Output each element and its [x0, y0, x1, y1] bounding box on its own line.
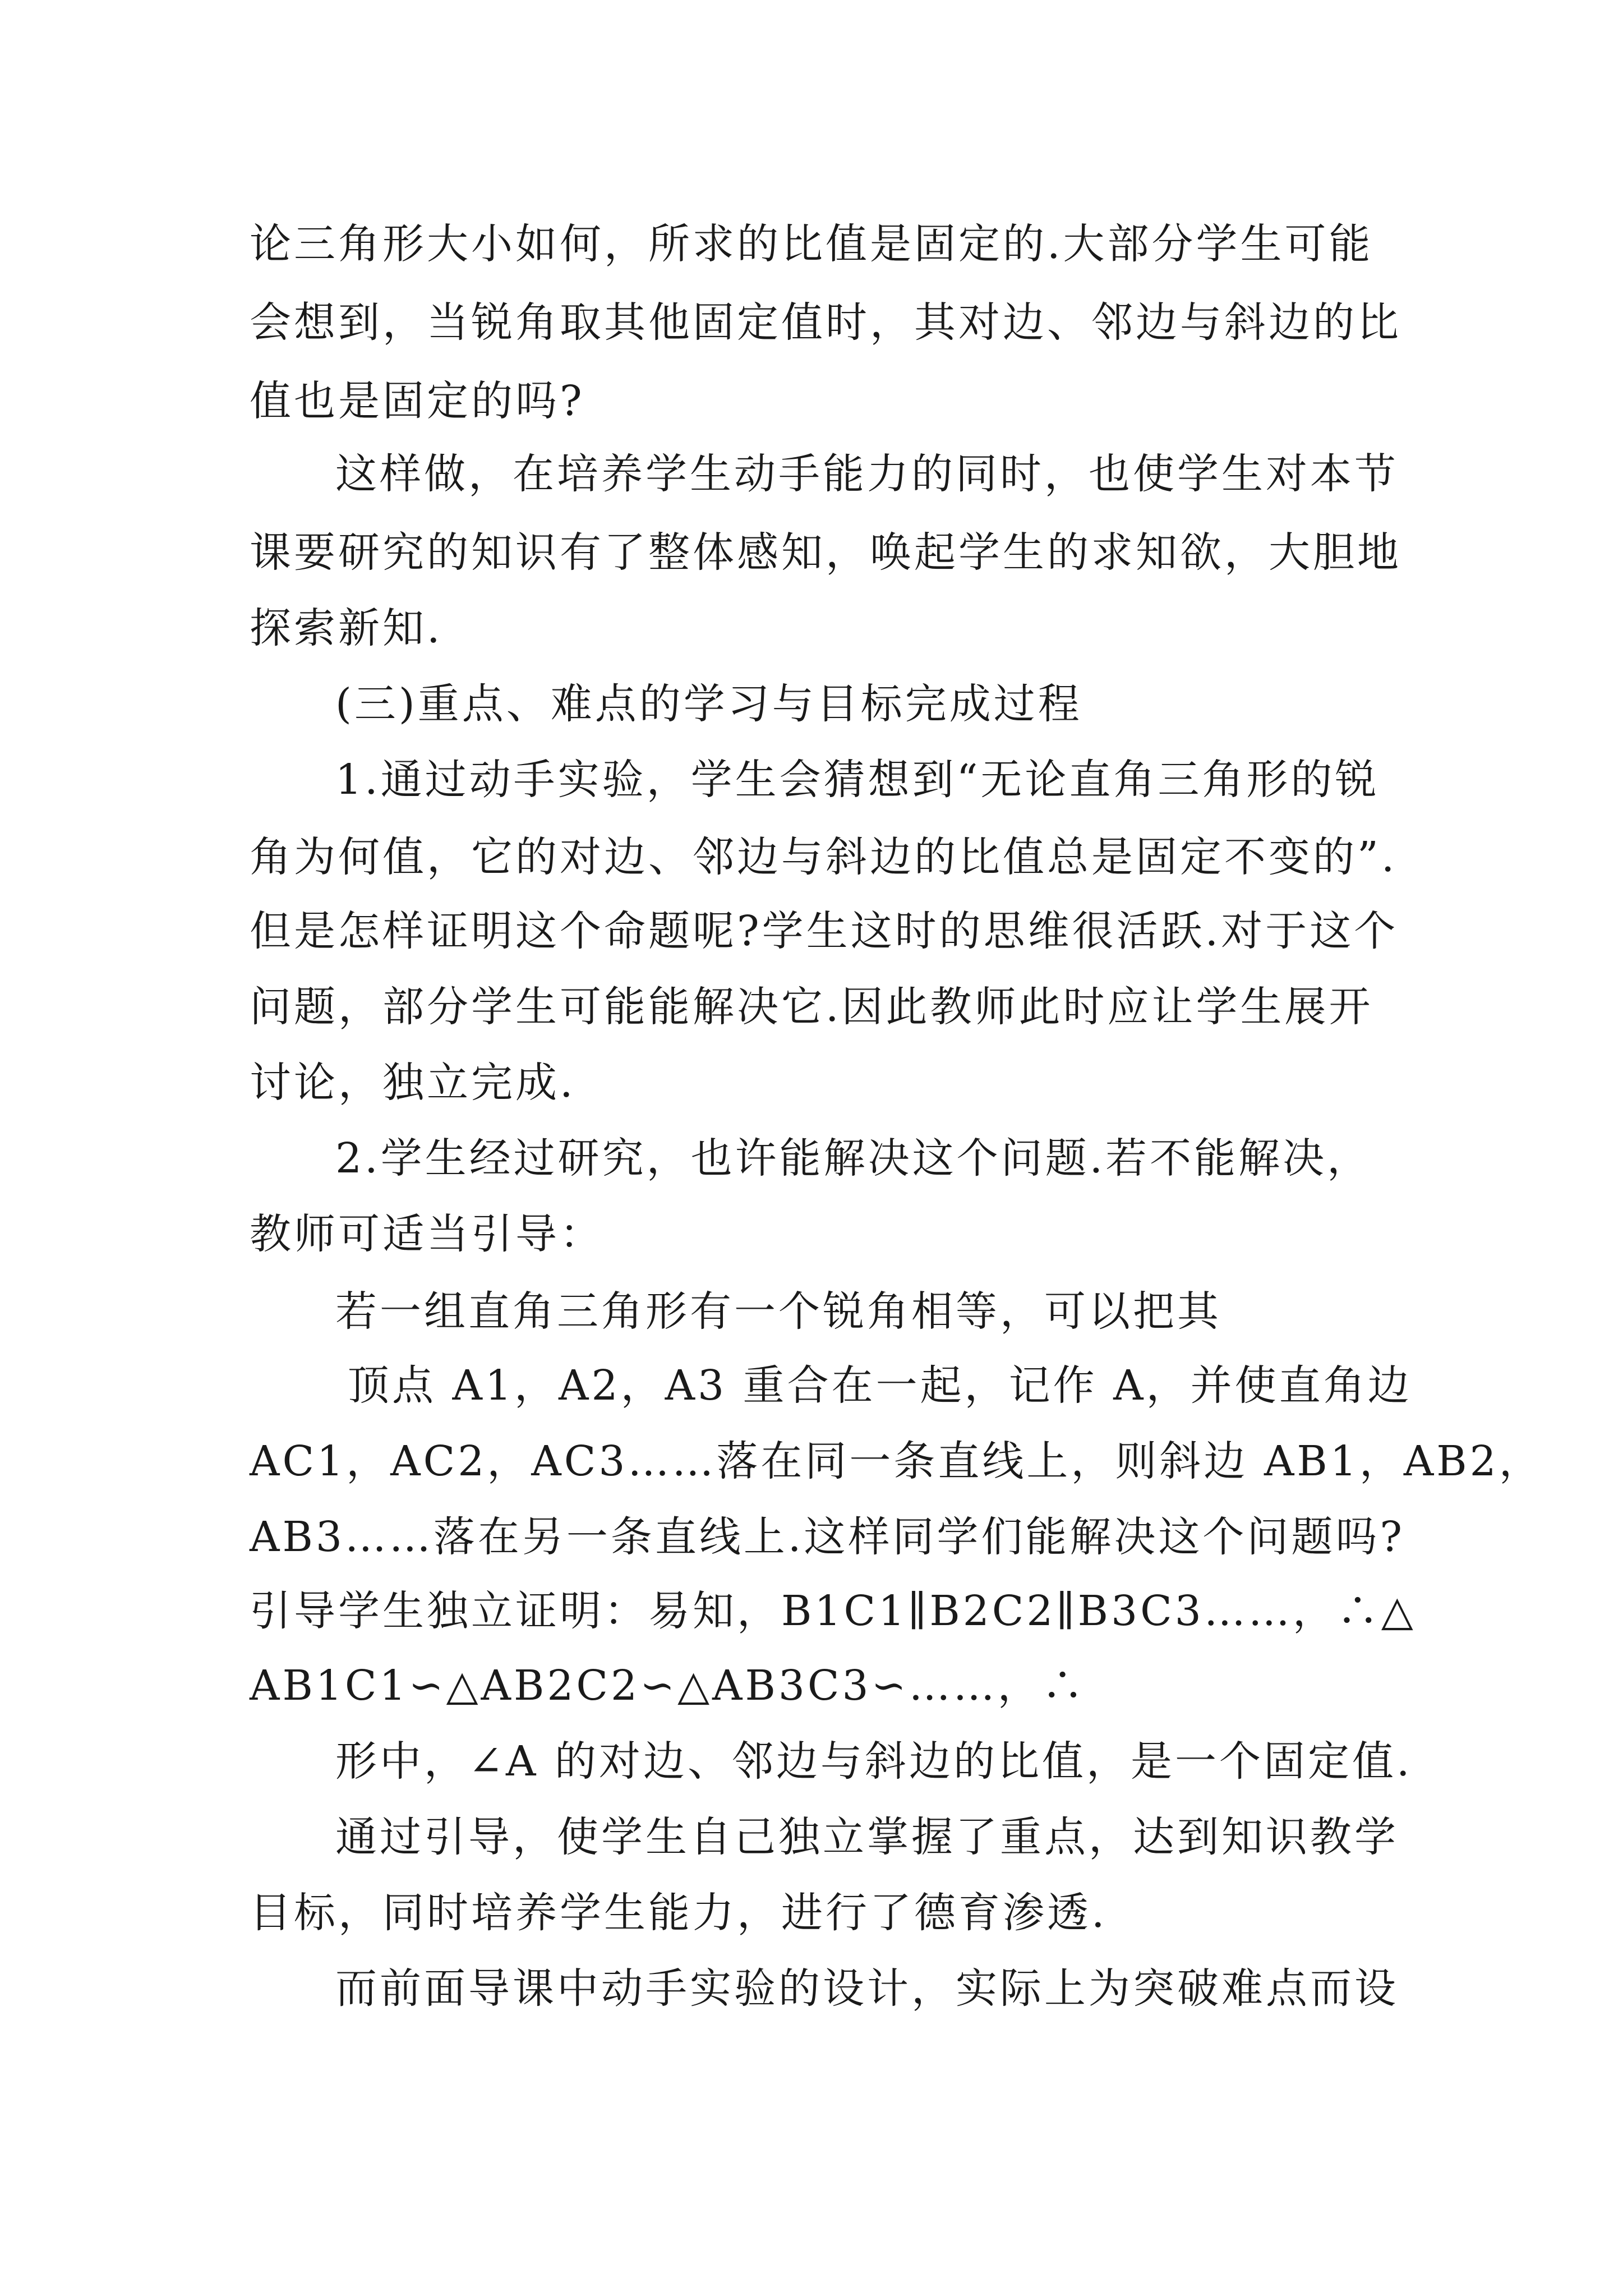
- text-line: 若一组直角三角形有一个锐角相等，可以把其: [335, 1287, 1221, 1336]
- text-line: 值也是固定的吗?: [250, 377, 585, 425]
- section-heading: (三)重点、难点的学习与目标完成过程: [335, 680, 1082, 728]
- text-line: AB3……落在另一条直线上.这样同学们能解决这个问题吗?: [250, 1513, 1405, 1561]
- text-line: 讨论，独立完成.: [250, 1059, 576, 1107]
- text-line: 问题，部分学生可能能解决它.因此教师此时应让学生展开: [250, 983, 1373, 1031]
- text-line: AB1C1∽△AB2C2∽△AB3C3∽……，∴: [250, 1662, 1086, 1710]
- text-line: 教师可适当引导：: [250, 1210, 604, 1258]
- text-line: 但是怎样证明这个命题呢?学生这时的思维很活跃.对于这个: [250, 907, 1399, 955]
- text-line: 通过引导，使学生自己独立掌握了重点，达到知识教学: [335, 1813, 1399, 1861]
- text-line: 引导学生独立证明：易知，B1C1∥B2C2∥B3C3……，∴△: [250, 1587, 1416, 1635]
- text-line: AC1，AC2，AC3……落在同一条直线上，则斜边 AB1，AB2，: [250, 1437, 1543, 1485]
- text-line: 1.通过动手实验，学生会猜想到“无论直角三角形的锐: [335, 756, 1380, 804]
- text-line: 2.学生经过研究，也许能解决这个问题.若不能解决，: [335, 1134, 1372, 1182]
- text-line: 课要研究的知识有了整体感知，唤起学生的求知欲，大胆地: [250, 528, 1401, 577]
- text-line: 顶点 A1，A2，A3 重合在一起，记作 A，并使直角边: [348, 1361, 1412, 1410]
- text-line: 而前面导课中动手实验的设计，实际上为突破难点而设: [335, 1964, 1399, 2013]
- text-line: 论三角形大小如何，所求的比值是固定的.大部分学生可能: [250, 220, 1373, 268]
- text-line: 目标，同时培养学生能力，进行了德育渗透.: [250, 1889, 1108, 1937]
- text-line: 会想到，当锐角取其他固定值时，其对边、邻边与斜边的比: [250, 298, 1401, 347]
- text-line: 这样做，在培养学生动手能力的同时，也使学生对本节: [335, 450, 1399, 498]
- text-line: 探索新知.: [250, 604, 443, 652]
- text-line: 角为何值，它的对边、邻边与斜边的比值总是固定不变的”.: [250, 833, 1398, 881]
- text-line: 形中，∠A 的对边、邻边与斜边的比值，是一个固定值.: [335, 1737, 1413, 1786]
